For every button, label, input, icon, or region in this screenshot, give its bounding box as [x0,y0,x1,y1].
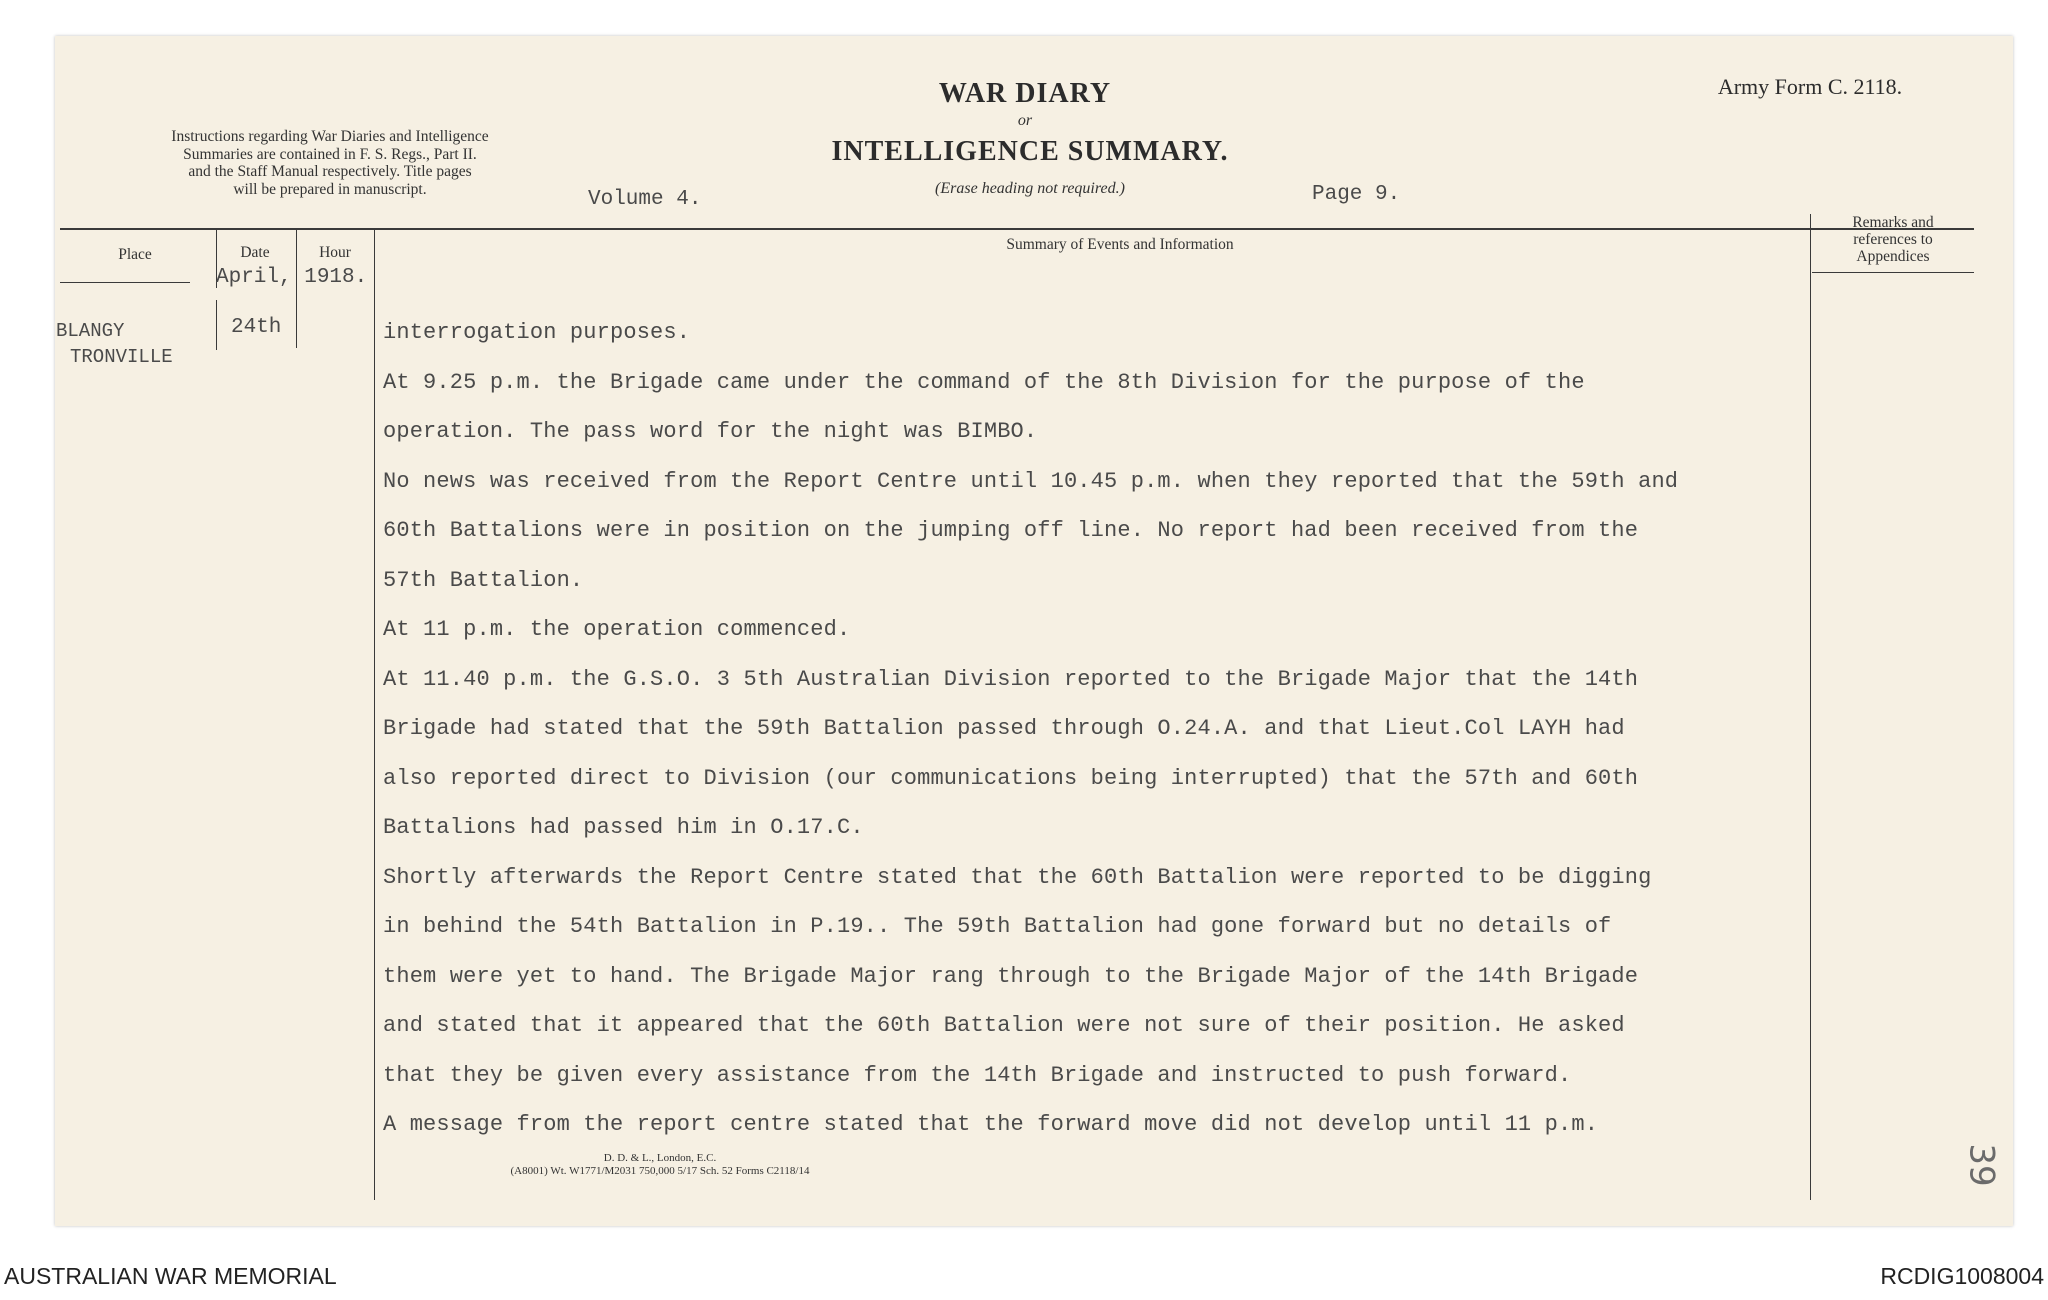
summary-line: also reported direct to Division (our communications being interrupted) that the 57th and 60th [383,765,1639,791]
diary-subtitle: INTELLIGENCE SUMMARY. [831,136,1229,167]
entry-month: April, 1918. [216,266,368,289]
summary-column-rule [374,228,375,1200]
instructions-line: will be prepared in manuscript. [233,180,427,198]
table-top-rule [60,228,1974,230]
summary-line: Brigade had stated that the 59th Battalion passed through O.24.A. and that Lieut.Col LAYH had [383,716,1625,741]
remarks-column-header [1812,214,1974,265]
summary-line: 60th Battalions were in position on the jumping off line. No report had been received from the [383,518,1639,543]
summary-line: in behind the 54th Battalion in P.19.. The 59th Battalion had gone forward but no details of [383,914,1612,939]
remarks-column-rule [1810,214,1811,1200]
summary-line: and stated that it appeared that the 60th Battalion were not sure of their position. He asked [383,1013,1625,1038]
printer-line: D. D. & L., London, E.C. [603,1152,717,1164]
army-form-number: Army Form C. 2118. [1717,74,1903,99]
remarks-header-line: Remarks and [1852,214,1934,231]
summary-line: them were yet to hand. The Brigade Major rang through to the Brigade Major of the 14th Brigade [383,963,1639,989]
date-column-header: Date [240,244,270,261]
summary-text [383,308,1803,1150]
printer-imprint [430,1152,890,1178]
summary-line: No news was received from the Report Centre until 10.45 p.m. when they reported that the 59th and [383,468,1679,494]
instructions-block [100,128,560,198]
summary-line: 57th Battalion. [383,567,584,593]
date-cell: 24th [231,316,282,339]
summary-line: At 9.25 p.m. the Brigade came under the command of the 8th Division for the purpose of the [383,369,1585,395]
summary-line: interrogation purposes. [383,320,691,345]
archive-credit: AUSTRALIAN WAR MEMORIAL [4,1263,337,1289]
page-number: Page 9. [1312,183,1401,206]
archive-reference: RCDIG1008004 [1880,1263,2044,1289]
place-cell [56,318,173,370]
remarks-header-line: Appendices [1856,248,1930,265]
place-line: BLANGY [56,320,125,342]
summary-line: that they be given every assistance from the 14th Brigade and instructed to push forward. [383,1062,1572,1088]
title-or: or [1017,112,1033,129]
instructions-line: Summaries are contained in F. S. Regs., Part II. [183,145,477,163]
summary-line: operation. The pass word for the night was BIMBO. [383,419,1038,444]
instructions-line: Instructions regarding War Diaries and Intelligence [171,128,489,145]
summary-line: Shortly afterwards the Report Centre stated that the 60th Battalion were reported to be digging [383,864,1652,890]
diary-title: WAR DIARY [938,78,1112,109]
summary-line: At 11.40 p.m. the G.S.O. 3 5th Australian Division reported to the Brigade Major that the 14th [383,666,1639,692]
place-column-header: Place [118,246,152,263]
summary-line: At 11 p.m. the operation commenced. [383,617,851,642]
volume-number: Volume 4. [588,188,702,211]
erase-note: (Erase heading not required.) [935,180,1125,197]
remarks-header-rule [1812,272,1974,273]
summary-line: Battalions had passed him in O.17.C. [383,815,864,840]
place-line: TRONVILLE [70,346,173,368]
header-bottom-rule [60,282,190,283]
instructions-line: and the Staff Manual respectively. Title pages [188,163,472,180]
remarks-header-line: references to [1853,231,1933,248]
date-column-rule-lower [216,300,217,350]
summary-column-header: Summary of Events and Information [1006,236,1234,253]
printer-line: (A8001) Wt. W1771/M2031 750,000 5/17 Sch. 52 Forms C2118/14 [510,1165,810,1177]
summary-line: A message from the report centre stated that the forward move did not develop until 11 p.m. [383,1112,1599,1137]
hour-column-header: Hour [319,244,351,261]
pencil-folio-number: 39 [1961,1143,2002,1187]
